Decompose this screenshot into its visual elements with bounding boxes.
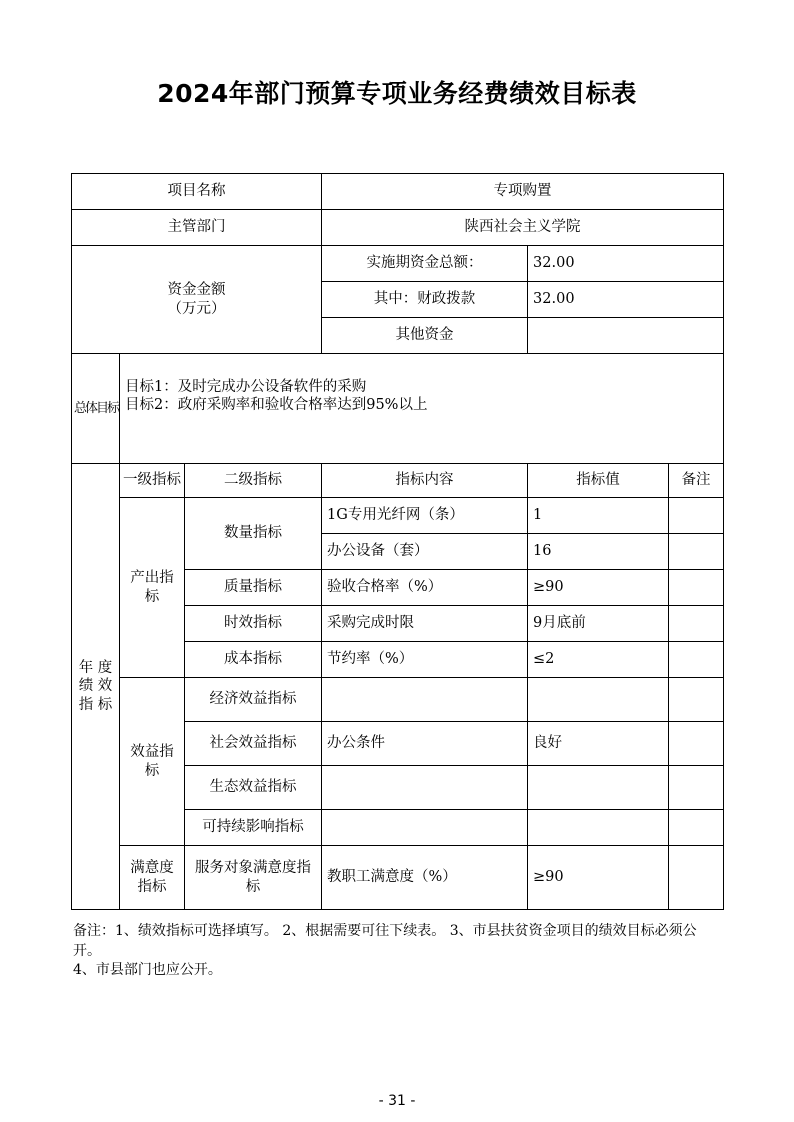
funds-other-label: 其他资金: [322, 318, 528, 354]
content-cell: 教职工满意度（%）: [322, 846, 528, 910]
department-value: 陕西社会主义学院: [322, 210, 724, 246]
value-cell: 1: [528, 498, 669, 534]
overall-goal-label: 总体目标: [74, 400, 119, 416]
level2-cell: 生态效益指标: [185, 766, 322, 810]
output-indicator-label: 产出指标: [120, 498, 185, 678]
level2-cell: 社会效益指标: [185, 722, 322, 766]
content-cell: 1G专用光纤网（条）: [322, 498, 528, 534]
note-cell: [669, 810, 724, 846]
funds-other-value: [528, 318, 724, 354]
note-cell: [669, 722, 724, 766]
page-number: - 31 -: [378, 1093, 416, 1109]
funds-total-row: [72, 246, 724, 282]
note-cell: [669, 678, 724, 722]
value-cell: ≤2: [528, 642, 669, 678]
funds-total-value: 32.00: [528, 246, 724, 282]
header-value: 指标值: [528, 464, 669, 498]
level2-cell: 时效指标: [185, 606, 322, 642]
table-row: [72, 678, 724, 722]
footnote-line-1: 备注：1、绩效指标可选择填写。 2、根据需要可往下续表。 3、市县扶贫资金项目的绩效目标必须公开。: [73, 923, 697, 959]
value-cell: ≥90: [528, 570, 669, 606]
header-level1: 一级指标: [120, 464, 185, 498]
level2-cell: 可持续影响指标: [185, 810, 322, 846]
satisfaction-indicator-label: 满意度指标: [120, 846, 185, 910]
value-cell: 16: [528, 534, 669, 570]
annual-indicator-label: 年 度 绩 效 指 标: [72, 464, 120, 910]
content-cell: [322, 766, 528, 810]
header-content: 指标内容: [322, 464, 528, 498]
funds-total-label: 实施期资金总额：: [322, 246, 528, 282]
header-level2: 二级指标: [185, 464, 322, 498]
funds-fiscal-label: 其中：财政拨款: [322, 282, 528, 318]
overall-goal-row: [72, 354, 724, 464]
funds-fiscal-value: 32.00: [528, 282, 724, 318]
value-cell: [528, 810, 669, 846]
content-cell: 节约率（%）: [322, 642, 528, 678]
performance-table: [71, 173, 724, 910]
indicator-header-row: [72, 464, 724, 498]
department-row: [72, 210, 724, 246]
overall-goal-label-cell: [72, 354, 120, 464]
funds-label: 资金金额: [167, 282, 226, 299]
page-title: 2024年部门预算专项业务经费绩效目标表: [157, 79, 637, 108]
note-cell: [669, 534, 724, 570]
overall-goal-2: 目标2：政府采购率和验收合格率达到95%以上: [125, 397, 428, 414]
table-row: [72, 498, 724, 534]
value-cell: 良好: [528, 722, 669, 766]
note-cell: [669, 498, 724, 534]
note-cell: [669, 846, 724, 910]
level2-cell: 数量指标: [185, 498, 322, 570]
department-label: 主管部门: [72, 210, 322, 246]
funds-label-cell: [72, 246, 322, 354]
benefit-indicator-label: 效益指标: [120, 678, 185, 846]
project-name-label: 项目名称: [72, 174, 322, 210]
content-cell: 采购完成时限: [322, 606, 528, 642]
content-cell: 办公条件: [322, 722, 528, 766]
content-cell: 验收合格率（%）: [322, 570, 528, 606]
note-cell: [669, 606, 724, 642]
project-name-value: 专项购置: [322, 174, 724, 210]
project-row: [72, 174, 724, 210]
value-cell: ≥90: [528, 846, 669, 910]
content-cell: [322, 678, 528, 722]
value-cell: [528, 678, 669, 722]
note-cell: [669, 642, 724, 678]
overall-goal-1: 目标1：及时完成办公设备软件的采购: [125, 379, 367, 395]
value-cell: 9月底前: [528, 606, 669, 642]
header-note: 备注: [669, 464, 724, 498]
level2-cell: 经济效益指标: [185, 678, 322, 722]
funds-unit: （万元）: [167, 300, 226, 317]
overall-goal-content: [120, 354, 724, 464]
note-cell: [669, 766, 724, 810]
footnotes: [73, 922, 723, 981]
content-cell: 办公设备（套）: [322, 534, 528, 570]
table-row: [72, 846, 724, 910]
value-cell: [528, 766, 669, 810]
note-cell: [669, 570, 724, 606]
footnote-line-2: 4、市县部门也应公开。: [73, 962, 222, 979]
level2-cell: 成本指标: [185, 642, 322, 678]
level2-cell: 质量指标: [185, 570, 322, 606]
content-cell: [322, 810, 528, 846]
level2-cell: 服务对象满意度指标: [185, 846, 322, 910]
